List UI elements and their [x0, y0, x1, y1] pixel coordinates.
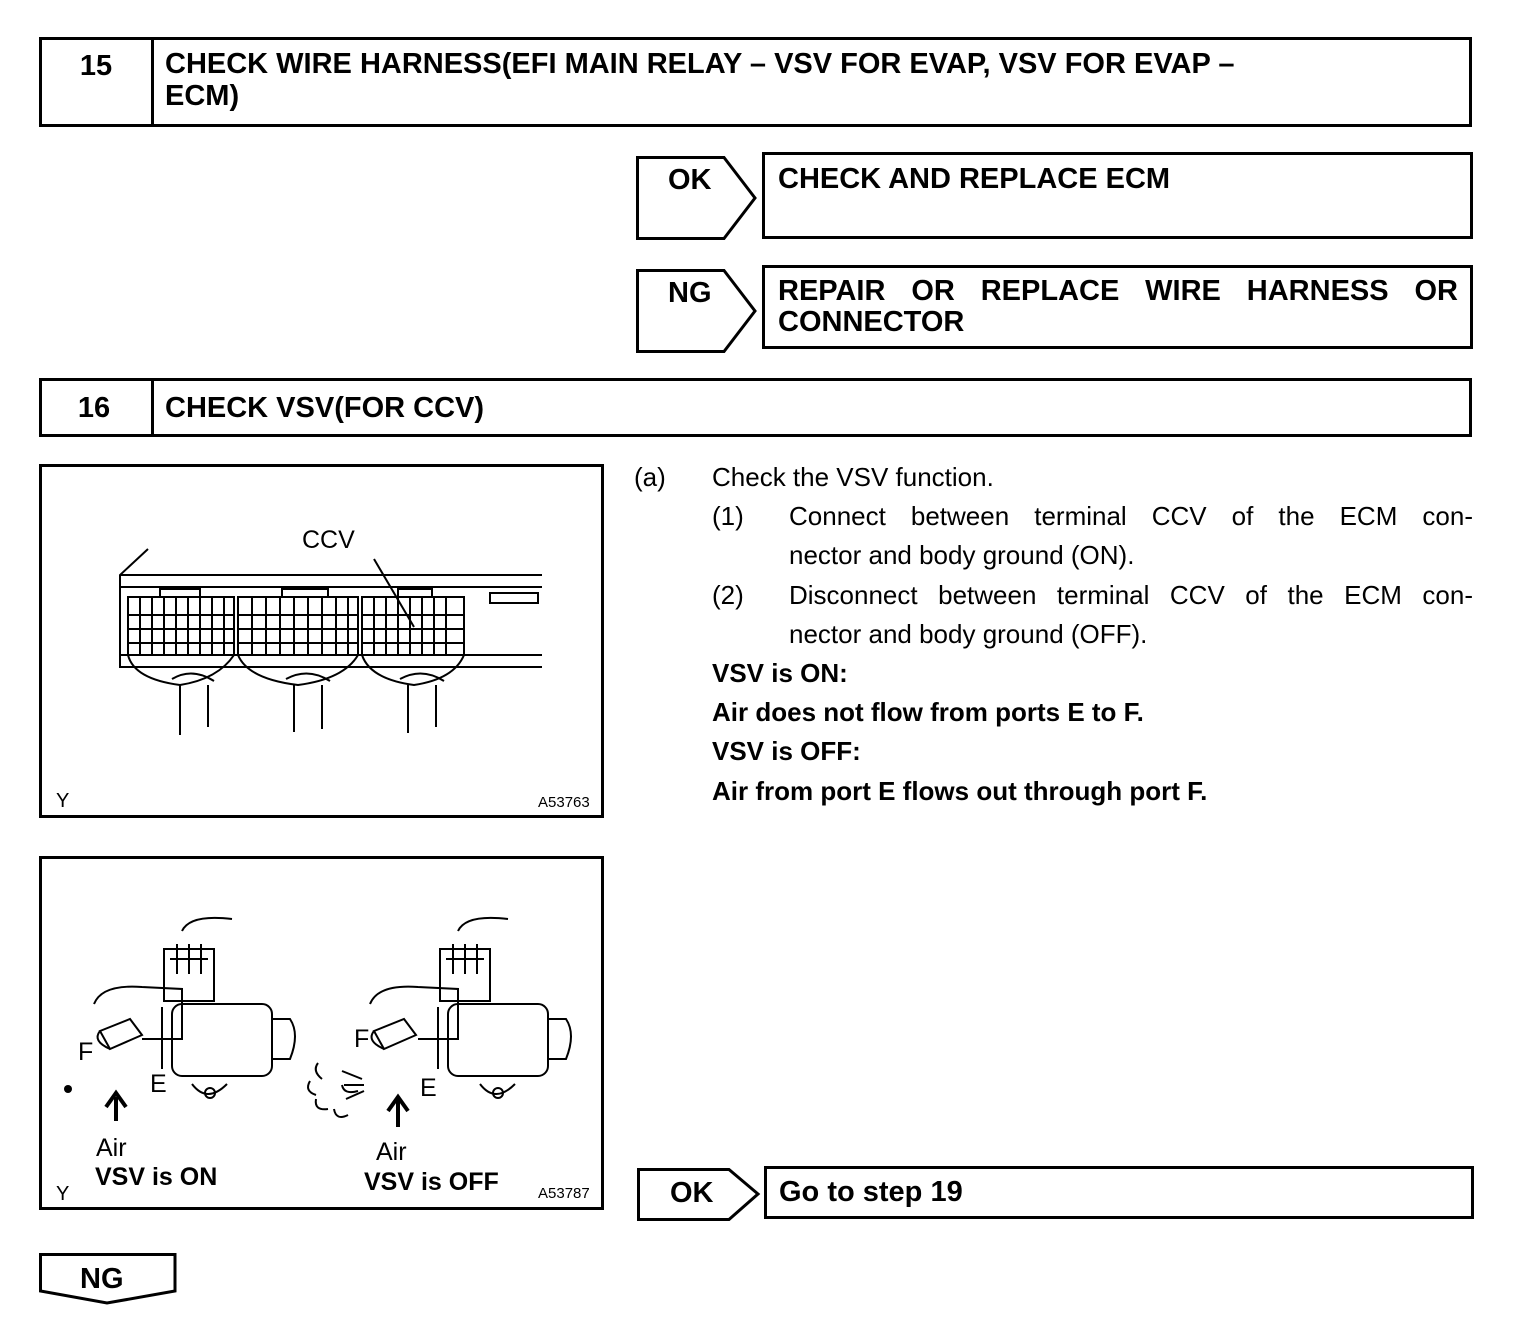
- figure2-code: A53787: [538, 1185, 590, 1202]
- figure2-caption-right: VSV is OFF: [364, 1168, 499, 1196]
- instruction-sub1-line1: Connect between terminal CCV of the ECM con-: [789, 501, 1473, 531]
- step16-ok-result-text: Go to step 19: [779, 1176, 963, 1208]
- step16-ok-tag: OK: [670, 1177, 714, 1209]
- step16-title: CHECK VSV(FOR CCV): [165, 392, 485, 424]
- step16-ng-tag: NG: [80, 1263, 124, 1295]
- step15-number: 15: [79, 50, 113, 82]
- instruction-sub2-line1: Disconnect between terminal CCV of the ECM con-: [789, 580, 1473, 610]
- figure2-label-e-left: E: [150, 1070, 167, 1098]
- step15-ng-result-line2: CONNECTOR: [778, 306, 965, 338]
- figure2-label-f-left: F: [78, 1038, 94, 1066]
- instruction-sub1-label: (1): [712, 501, 744, 531]
- figure2-label-e-right: E: [420, 1074, 437, 1102]
- step15-ng-result-line1: REPAIR OR REPLACE WIRE HARNESS OR: [778, 275, 1458, 307]
- instruction-sub2-label: (2): [712, 580, 744, 610]
- step15-ok-result-text: CHECK AND REPLACE ECM: [778, 163, 1171, 195]
- figure1-label-ccv: CCV: [302, 526, 355, 554]
- instruction-a-label: (a): [634, 462, 666, 492]
- instruction-sub2-line2: nector and body ground (OFF).: [789, 619, 1148, 649]
- step15-ok-tag: OK: [668, 164, 712, 196]
- figure2-label-f-right: F: [354, 1025, 370, 1053]
- figure2-corner: Y: [56, 1183, 70, 1205]
- figure2-label-air-right: Air: [376, 1138, 407, 1166]
- spec-vsv-off: VSV is OFF:: [712, 736, 861, 766]
- step15-number-divider: [151, 37, 154, 127]
- step16-number: 16: [77, 392, 111, 424]
- ecm-connector-illustration: [42, 467, 601, 815]
- spec-vsv-on-result: Air does not flow from ports E to F.: [712, 697, 1144, 727]
- figure2-label-air-left: Air: [96, 1134, 127, 1162]
- instruction-a-text: Check the VSV function.: [712, 462, 994, 492]
- step16-number-divider: [151, 378, 154, 437]
- step15-title-line2: ECM): [165, 80, 240, 112]
- figure1-code: A53763: [538, 794, 590, 811]
- figure2-caption-left: VSV is ON: [95, 1163, 218, 1191]
- spec-vsv-off-result: Air from port E flows out through port F.: [712, 776, 1208, 806]
- step15-title-line1: CHECK WIRE HARNESS(EFI MAIN RELAY – VSV FOR EVAP, VSV FOR EVAP –: [165, 48, 1235, 80]
- instruction-sub1-line2: nector and body ground (ON).: [789, 540, 1135, 570]
- step15-ng-tag: NG: [668, 277, 712, 309]
- spec-vsv-on: VSV is ON:: [712, 658, 848, 688]
- figure1-corner: Y: [56, 790, 70, 812]
